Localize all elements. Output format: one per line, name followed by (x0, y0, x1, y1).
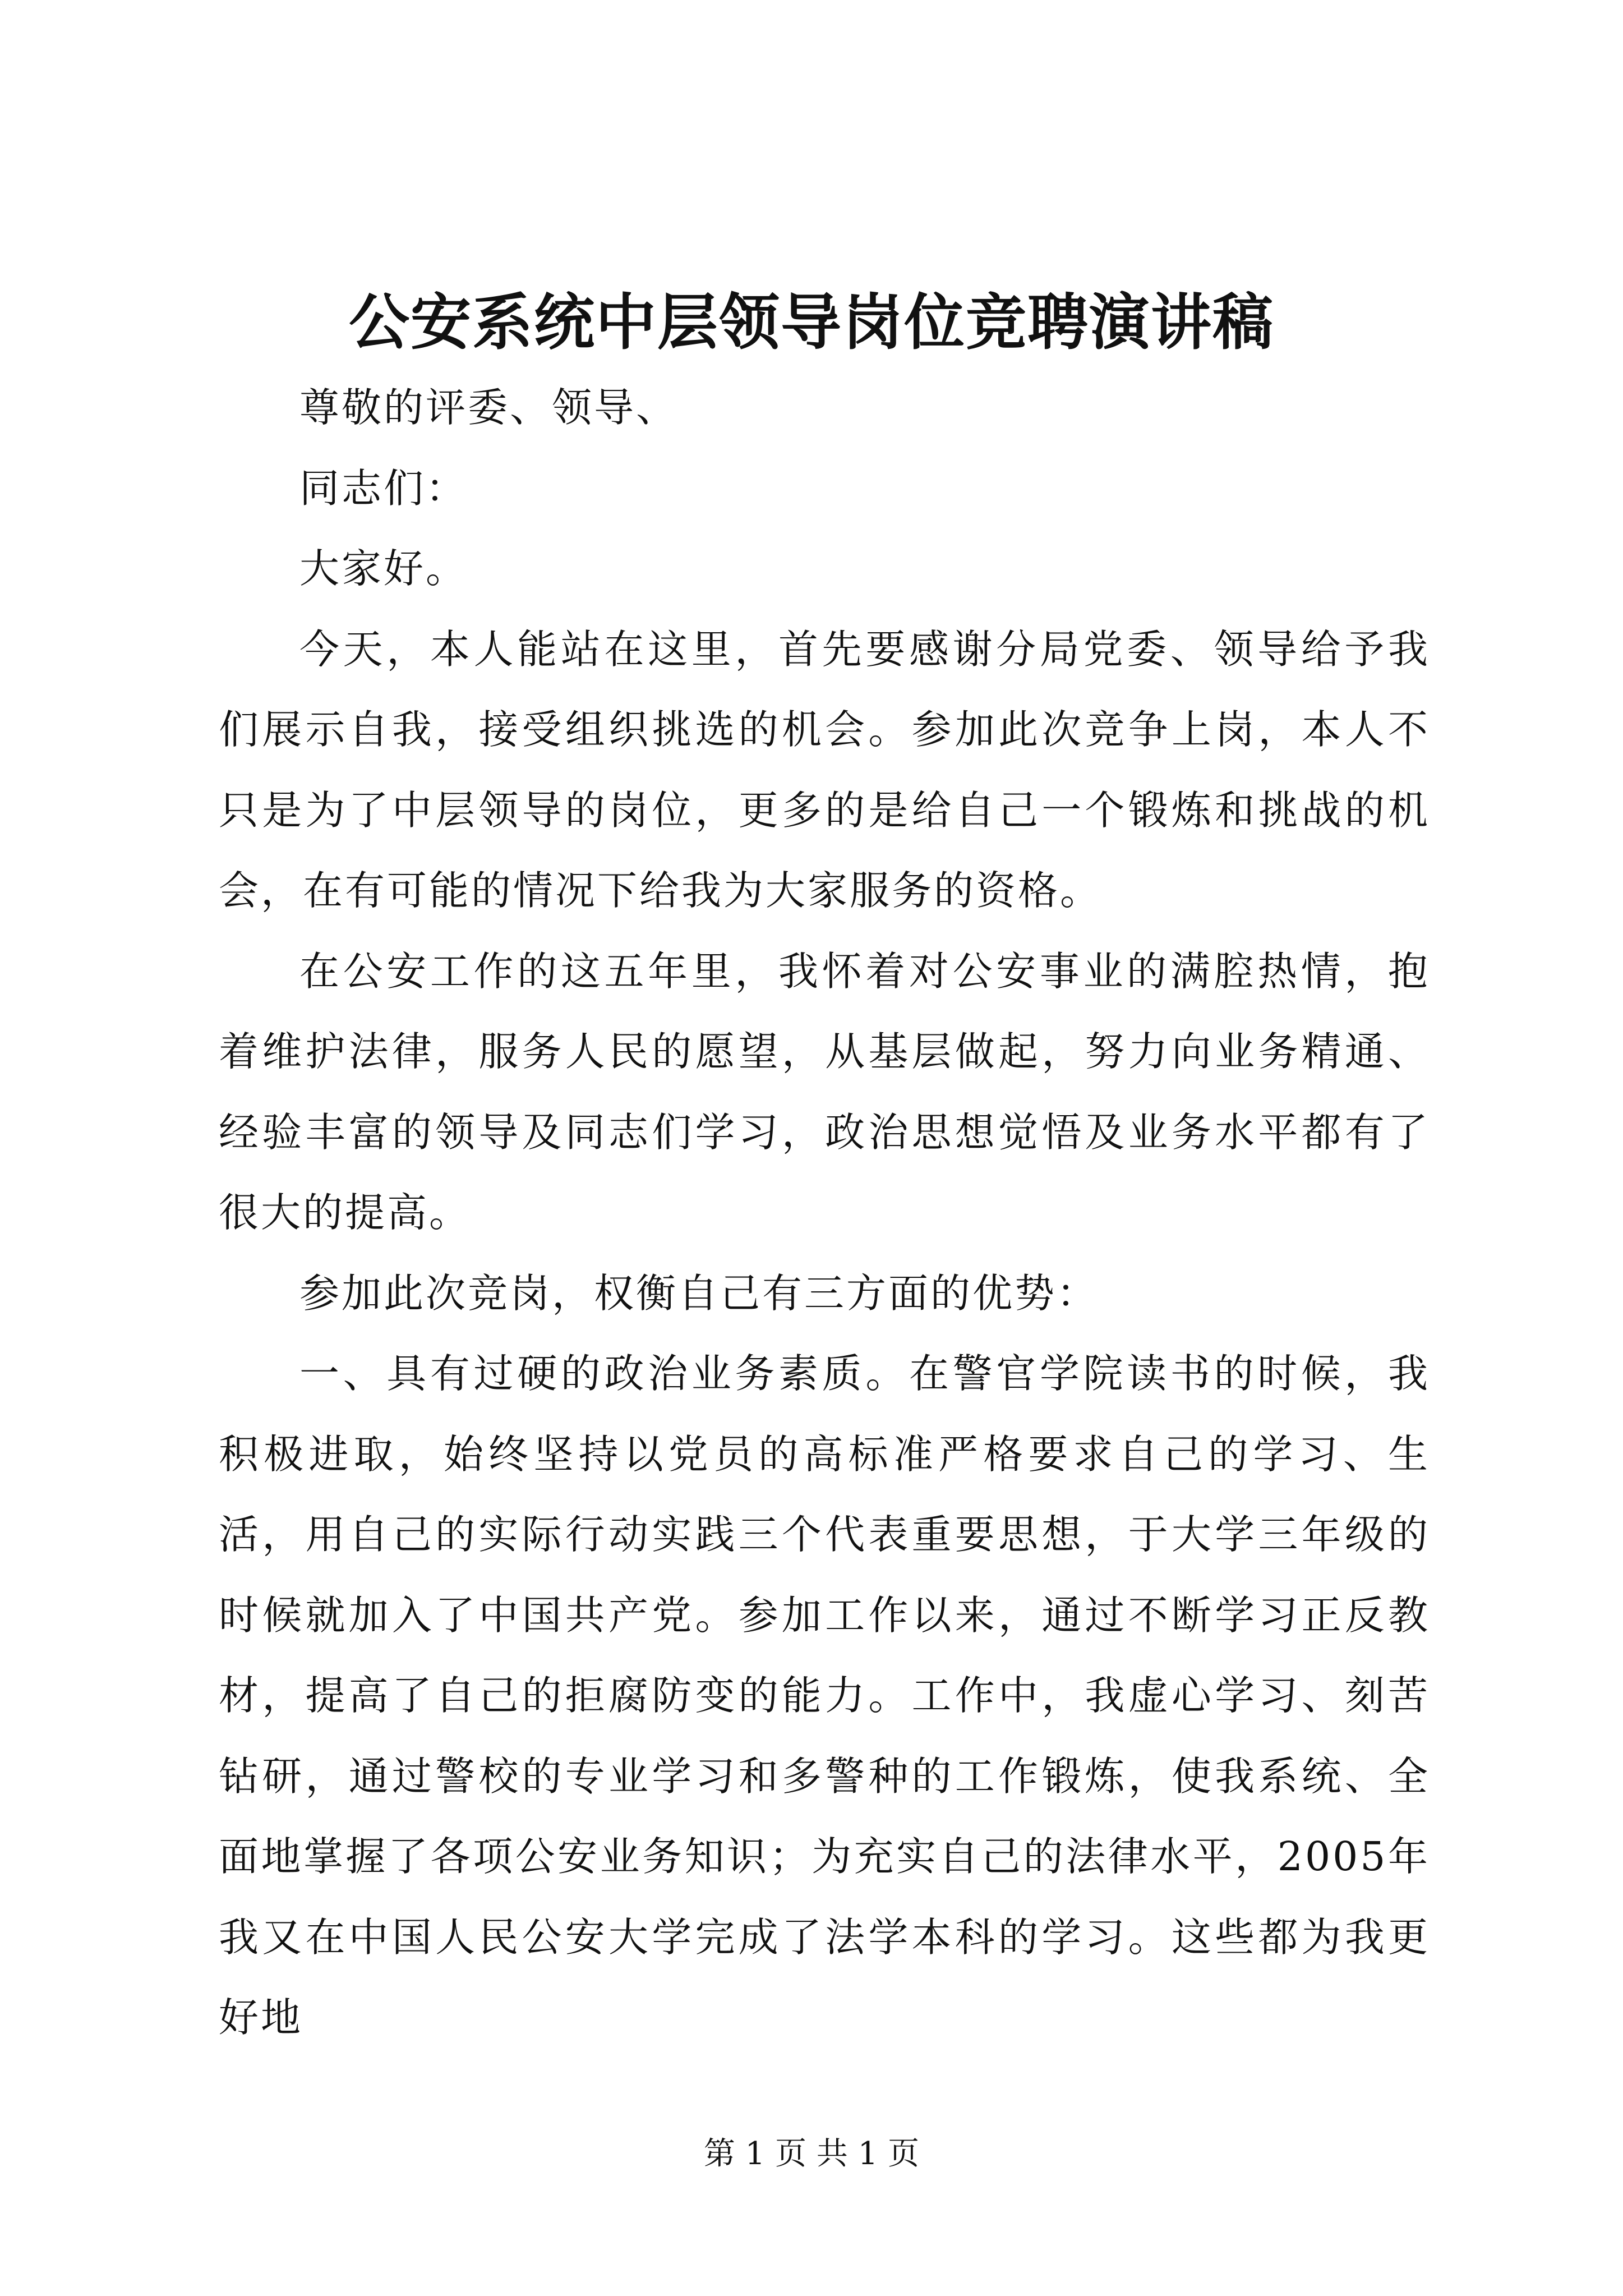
paragraph-salutation: 尊敬的评委、领导、 (299, 384, 679, 431)
paragraph-experience: 在公安工作的这五年里，我怀着对公安事业的满腔热情，抱着维护法律，服务人民的愿望，从基层做起，努力向业务精通、经验丰富的领导及同志们学习，政治思想觉悟及业务水平都有了很大的提高。 (219, 947, 1430, 1236)
paragraph-advantages-intro: 参加此次竞岗，权衡自己有三方面的优势： (299, 1269, 1099, 1317)
paragraph-intro: 今天，本人能站在这里，首先要感谢分局党委、领导给予我们展示自我，接受组织挑选的机会。参加此次竞争上岗，本人不只是为了中层领导的岗位，更多的是给自己一个锻炼和挑战的机会，在有可能的情况下给我为大家服务的资格。 (219, 625, 1430, 914)
paragraph-greeting: 大家好。 (299, 545, 468, 592)
paragraph-comrades: 同志们： (299, 464, 468, 512)
document-title: 公安系统中层领导岗位竞聘演讲稿 (348, 287, 1274, 358)
page-footer: 第 1 页 共 1 页 (703, 2136, 920, 2172)
paragraph-advantage-one: 一、具有过硬的政治业务素质。在警官学院读书的时候，我积极进取，始终坚持以党员的高标准严格要求自己的学习、生活，用自己的实际行动实践三个代表重要思想，于大学三年级的时候就加入了中国共产党。参加工作以来，通过不断学习正反教材，提高了自己的拒腐防变的能力。工作中，我虚心学习、刻苦钻研，通过警校的专业学习和多警种的工作锻炼，使我系统、全面地掌握了各项公安业务知识；为充实自己的法律水平，2005年我又在中国人民公安大学完成了法学本科的学习。这些都为我更好地 (219, 1350, 1430, 2041)
document-body (219, 367, 1430, 2058)
